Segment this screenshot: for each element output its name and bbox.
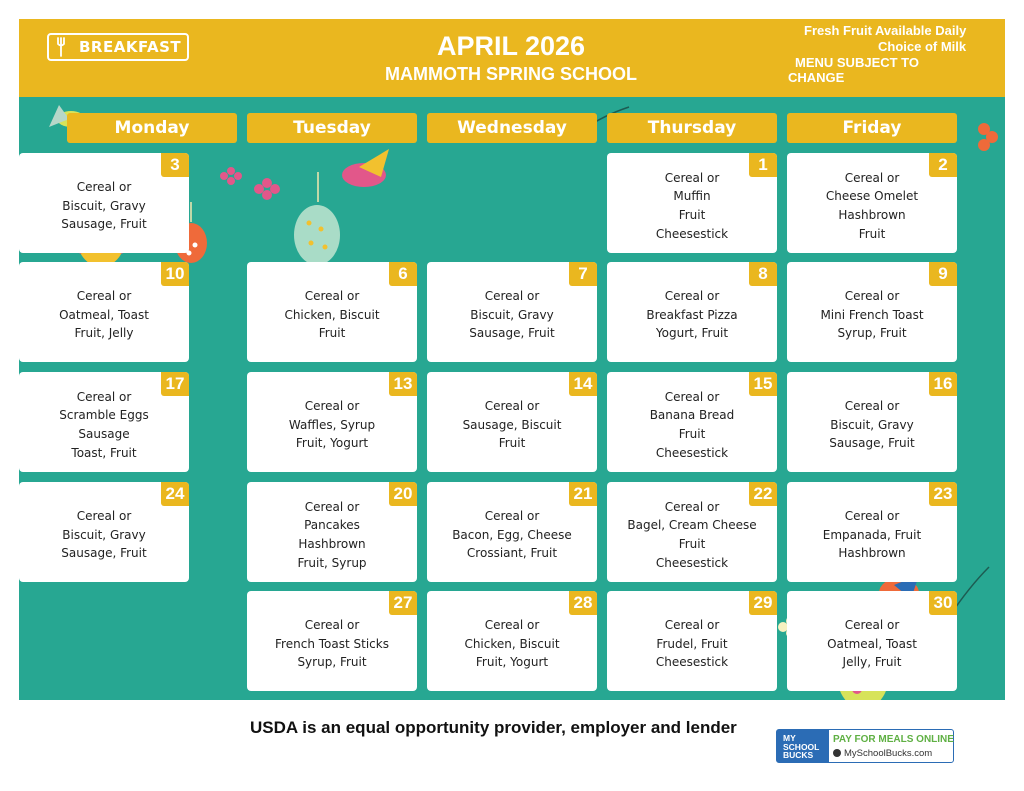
day-number: 14 (569, 372, 597, 396)
menu-line: Cereal or (664, 389, 720, 404)
note-menu-change-1: MENU SUBJECT TO (795, 55, 919, 70)
menu-line: Fruit (318, 326, 346, 341)
menu-line: Cereal or (484, 509, 540, 524)
menu-line: Syrup, Fruit (297, 655, 367, 670)
menu-line: Banana Bread (649, 408, 735, 423)
menu-line: Hashbrown (838, 208, 906, 222)
menu-line: Biscuit, Gravy (62, 198, 146, 213)
note-fresh-fruit: Fresh Fruit Available Daily (804, 23, 967, 38)
note-choice-milk: Choice of Milk (878, 39, 967, 54)
calendar-area (19, 97, 1005, 700)
day-number: 2 (929, 153, 957, 177)
menu-line: Cheesestick (655, 445, 729, 460)
menu-line: Cheesestick (655, 655, 729, 670)
day-number: 16 (929, 372, 957, 396)
day-cell-1 (607, 153, 777, 253)
menu-line: Cereal or (664, 170, 720, 185)
menu-line: Pancakes (304, 518, 360, 533)
menu-line: Scramble Eggs (59, 408, 149, 423)
menu-line: Mini French Toast (820, 307, 924, 322)
menu-line: Biscuit, Gravy (830, 417, 914, 432)
menu-line: Cereal or (844, 509, 900, 524)
menu-line: Hashbrown (838, 546, 906, 561)
menu-line: Fruit (678, 537, 706, 551)
day-number: 1 (749, 153, 777, 177)
day-cell-14 (427, 372, 597, 472)
menu-line: Fruit (858, 226, 886, 241)
day-number: 21 (569, 482, 597, 506)
logo-label: BREAKFAST (79, 38, 182, 56)
menu-line: Cereal or (484, 399, 540, 414)
day-cell-30 (787, 591, 957, 691)
menu-line: Bacon, Egg, Cheese (452, 527, 572, 542)
day-cell-17 (19, 372, 189, 472)
day-cell-28 (427, 591, 597, 691)
day-number: 29 (749, 591, 777, 615)
menu-line: Waffles, Syrup (288, 417, 376, 432)
menu-line: Cereal or (844, 618, 900, 633)
menu-line: Sausage, Fruit (61, 546, 147, 561)
menu-line: Jelly, Fruit (842, 655, 902, 670)
menu-line: Cereal or (844, 399, 900, 414)
menu-line: Syrup, Fruit (837, 326, 907, 341)
myschoolbucks-logo: MY SCHOOL BUCKS (777, 730, 829, 762)
menu-line: Cereal or (304, 289, 360, 304)
menu-line: Sausage, Fruit (61, 217, 147, 232)
day-number: 27 (389, 591, 417, 615)
day-cell-8 (607, 262, 777, 362)
menu-line: Frudel, Fruit (656, 636, 728, 651)
myschoolbucks-badge[interactable] (776, 729, 954, 763)
menu-line: Cheesestick (655, 555, 729, 570)
menu-line: Cereal or (664, 289, 720, 304)
menu-line: Fruit (678, 427, 706, 441)
menu-line: Sausage, Fruit (469, 326, 555, 341)
myschoolbucks-link[interactable]: MySchoolBucks.com (833, 748, 932, 759)
day-number: 15 (749, 372, 777, 396)
menu-line: Cereal or (844, 170, 900, 185)
page-title: APRIL 2026 (436, 31, 586, 61)
day-number: 13 (389, 372, 417, 396)
day-cell-3 (19, 153, 189, 253)
day-number: 23 (929, 482, 957, 506)
day-number: 3 (161, 153, 189, 177)
day-cell-6 (247, 262, 417, 362)
weekday-header-wednesday: Wednesday (427, 113, 597, 143)
usda-statement: USDA is an equal opportunity provider, employer and lender (250, 718, 737, 737)
day-cell-27 (247, 591, 417, 691)
menu-line: Fruit (498, 436, 526, 451)
menu-line: Fruit, Yogurt (475, 655, 549, 670)
weekday-header-thursday: Thursday (607, 113, 777, 143)
menu-line: Muffin (673, 189, 711, 204)
day-number: 28 (569, 591, 597, 615)
menu-line: Toast, Fruit (71, 445, 137, 460)
menu-line: Biscuit, Gravy (62, 527, 146, 542)
day-cell-21 (427, 482, 597, 582)
menu-line: Fruit, Yogurt (295, 436, 369, 451)
day-cell-15 (607, 372, 777, 472)
day-number: 8 (749, 262, 777, 286)
school-name: MAMMOTH SPRING SCHOOL (385, 64, 637, 84)
breakfast-logo (47, 33, 189, 61)
menu-line: Crossiant, Fruit (466, 546, 558, 561)
menu-line: Bagel, Cream Cheese (627, 518, 757, 533)
menu-line: Sausage, Fruit (829, 436, 915, 451)
menu-line: Cereal or (664, 499, 720, 514)
menu-line: Cereal or (76, 389, 132, 404)
globe-icon (833, 749, 841, 757)
menu-line: Cereal or (304, 399, 360, 414)
day-number: 10 (161, 262, 189, 286)
menu-line: Hashbrown (298, 537, 366, 551)
day-number: 7 (569, 262, 597, 286)
day-cell-29 (607, 591, 777, 691)
menu-line: Empanada, Fruit (822, 527, 922, 542)
day-cell-2 (787, 153, 957, 253)
day-number: 20 (389, 482, 417, 506)
weekday-header-tuesday: Tuesday (247, 113, 417, 143)
day-number: 22 (749, 482, 777, 506)
menu-line: Oatmeal, Toast (827, 636, 917, 651)
day-cell-16 (787, 372, 957, 472)
day-cell-23 (787, 482, 957, 582)
day-cell-20 (247, 482, 417, 582)
menu-line: Cheesestick (655, 226, 729, 241)
menu-line: Chicken, Biscuit (464, 636, 560, 651)
weekday-header-friday: Friday (787, 113, 957, 143)
menu-line: Cereal or (484, 289, 540, 304)
day-number: 30 (929, 591, 957, 615)
day-number: 6 (389, 262, 417, 286)
menu-line: Cereal or (304, 618, 360, 633)
menu-line: Fruit, Syrup (297, 555, 367, 570)
menu-line: Fruit (678, 208, 706, 222)
day-cell-9 (787, 262, 957, 362)
fork-icon (55, 37, 71, 57)
menu-line: Cheese Omelet (825, 189, 919, 204)
menu-line: Cereal or (76, 180, 132, 195)
day-number: 9 (929, 262, 957, 286)
day-cell-13 (247, 372, 417, 472)
menu-line: Cereal or (844, 289, 900, 304)
day-cell-10 (19, 262, 189, 362)
weekday-header-monday: Monday (67, 113, 237, 143)
menu-line: French Toast Sticks (275, 636, 389, 651)
day-number: 17 (161, 372, 189, 396)
menu-line: Chicken, Biscuit (284, 307, 380, 322)
day-cell-24 (19, 482, 189, 582)
menu-line: Breakfast Pizza (646, 307, 738, 322)
menu-line: Oatmeal, Toast (59, 307, 149, 322)
day-number: 24 (161, 482, 189, 506)
menu-line: Cereal or (664, 618, 720, 633)
menu-line: Cereal or (304, 499, 360, 514)
menu-line: Sausage, Biscuit (462, 417, 562, 432)
day-cell-22 (607, 482, 777, 582)
menu-line: Sausage (78, 427, 130, 441)
menu-line: Cereal or (76, 509, 132, 524)
menu-line: Cereal or (484, 618, 540, 633)
header-banner (19, 19, 1005, 97)
menu-line: Biscuit, Gravy (470, 307, 554, 322)
menu-line: Fruit, Jelly (74, 326, 134, 341)
day-cell-7 (427, 262, 597, 362)
menu-line: Yogurt, Fruit (655, 326, 729, 341)
menu-line: Cereal or (76, 289, 132, 304)
pay-online-label: PAY FOR MEALS ONLINE (833, 734, 954, 745)
note-menu-change-2: CHANGE (788, 70, 845, 85)
